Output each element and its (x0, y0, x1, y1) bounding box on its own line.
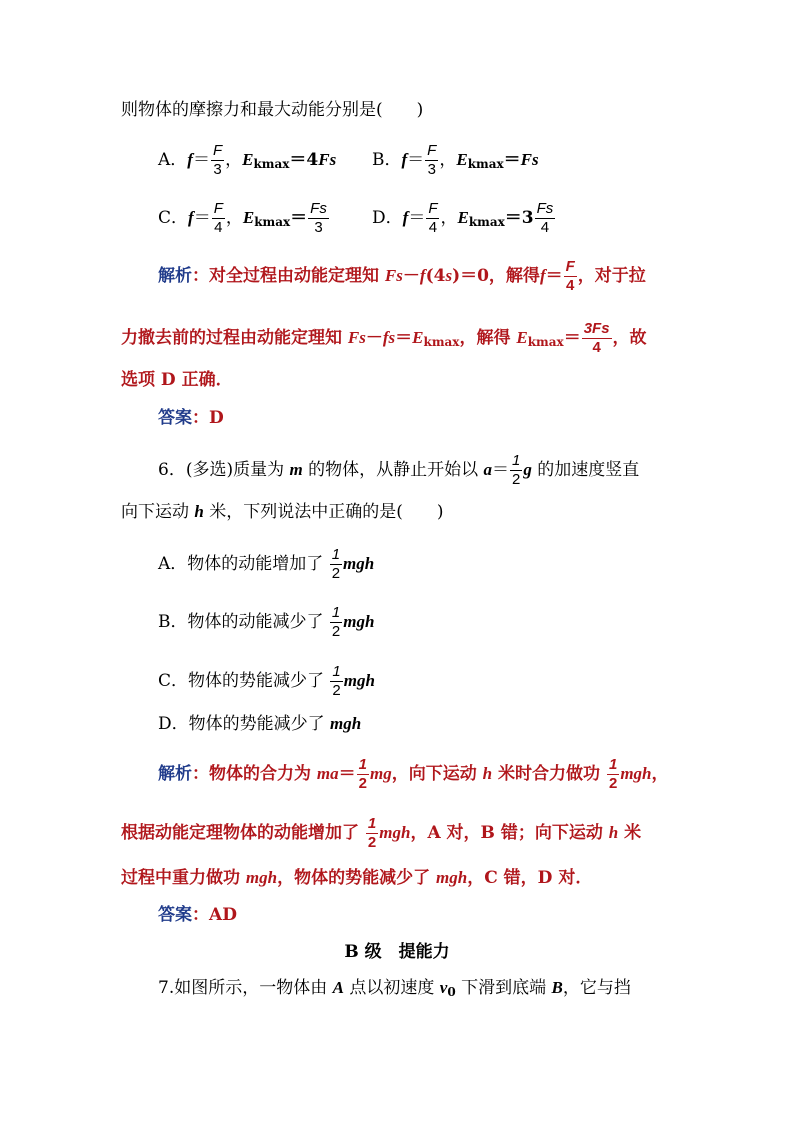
question-6-line-1: 6．(多选)质量为 m 的物体，从静止开始以 a＝ $\frac{1}{2}$ g 的加速度竖直 (158, 452, 640, 488)
solution-6-line-3: 过程中重力做功 mgh，物体的势能减少了 mgh，C 错，D 对． (121, 868, 593, 888)
fraction: $\frac{3Fs}{4}$ (583, 320, 610, 356)
fraction: $\frac{F}{3}$ (427, 142, 437, 178)
solution-6-line-2: 根据动能定理物体的动能增加了 $\frac{1}{2}$ mgh，A 对，B 错；向下运动 h 米 (121, 815, 642, 851)
fraction: $\frac{Fs}{3}$ (310, 200, 327, 236)
fraction: $\frac{F}{4}$ (428, 200, 438, 236)
option-d: D．f＝ $\frac{F}{4}$ ，$E_{kmax}=3$ $\frac{Fs}{4}$ (372, 200, 554, 236)
solution-5-line-3: 选项 D 正确． (121, 370, 233, 390)
option-6b: B．物体的动能减少了 $\frac{1}{2}$ mgh (158, 604, 375, 640)
fraction: $\frac{1}{2}$ (332, 663, 341, 699)
solution-5-line-1: 解析：对全过程由动能定理知 Fs－f(4s)＝0，解得f＝ $\frac{F}{4}$ ，对于拉 (158, 258, 646, 294)
question-5-stem-end: 则物体的摩擦力和最大动能分别是( ) (121, 100, 424, 120)
option-a: A．f＝ $\frac{F}{3}$ ，$E_{kmax}=4Fs$ (158, 142, 337, 178)
fraction: $\frac{Fs}{4}$ (536, 200, 554, 236)
question-7-line-1: 7.如图所示，一物体由 A 点以初速度 $v_0$ 下滑到底端 B，它与挡 (158, 978, 631, 999)
option-6c: C．物体的势能减少了 $\frac{1}{2}$ mgh (158, 663, 375, 699)
fraction: $\frac{1}{2}$ (367, 815, 377, 851)
question-6-line-2: 向下运动 h 米，下列说法中正确的是( ) (121, 502, 444, 522)
fraction: $\frac{1}{2}$ (331, 604, 341, 640)
fraction: $\frac{F}{4}$ (565, 258, 575, 294)
option-b: B．f＝ $\frac{F}{3}$ ，$E_{kmax}=Fs$ (372, 142, 539, 178)
solution-5-line-2: 力撤去前的过程由动能定理知 $Fs-fs=E_{kmax}$，解得 $E_{kmax}=$ $\frac{3Fs}{4}$ ，故 (121, 320, 647, 356)
option-6d: D．物体的势能减少了 mgh (158, 714, 362, 734)
fraction: $\frac{1}{2}$ (331, 546, 341, 582)
fraction: $\frac{F}{4}$ (213, 200, 223, 236)
solution-6-line-1: 解析：物体的合力为 ma＝ $\frac{1}{2}$ mg，向下运动 h 米时合力做功 $\frac{1}{2}$ mgh， (158, 756, 669, 792)
section-heading: B 级 提能力 (344, 942, 450, 962)
answer-5: 答案：D (158, 408, 224, 428)
option-6a: A．物体的动能增加了 $\frac{1}{2}$ mgh (158, 546, 375, 582)
answer-6: 答案：AD (158, 905, 237, 925)
option-c: C．f＝ $\frac{F}{4}$ ，$E_{kmax}=$ $\frac{Fs}{3}$ (158, 200, 327, 236)
fraction: $\frac{1}{2}$ (608, 756, 618, 792)
fraction: $\frac{1}{2}$ (512, 452, 521, 488)
fraction: $\frac{1}{2}$ (358, 756, 367, 792)
fraction: $\frac{F}{3}$ (212, 142, 223, 178)
